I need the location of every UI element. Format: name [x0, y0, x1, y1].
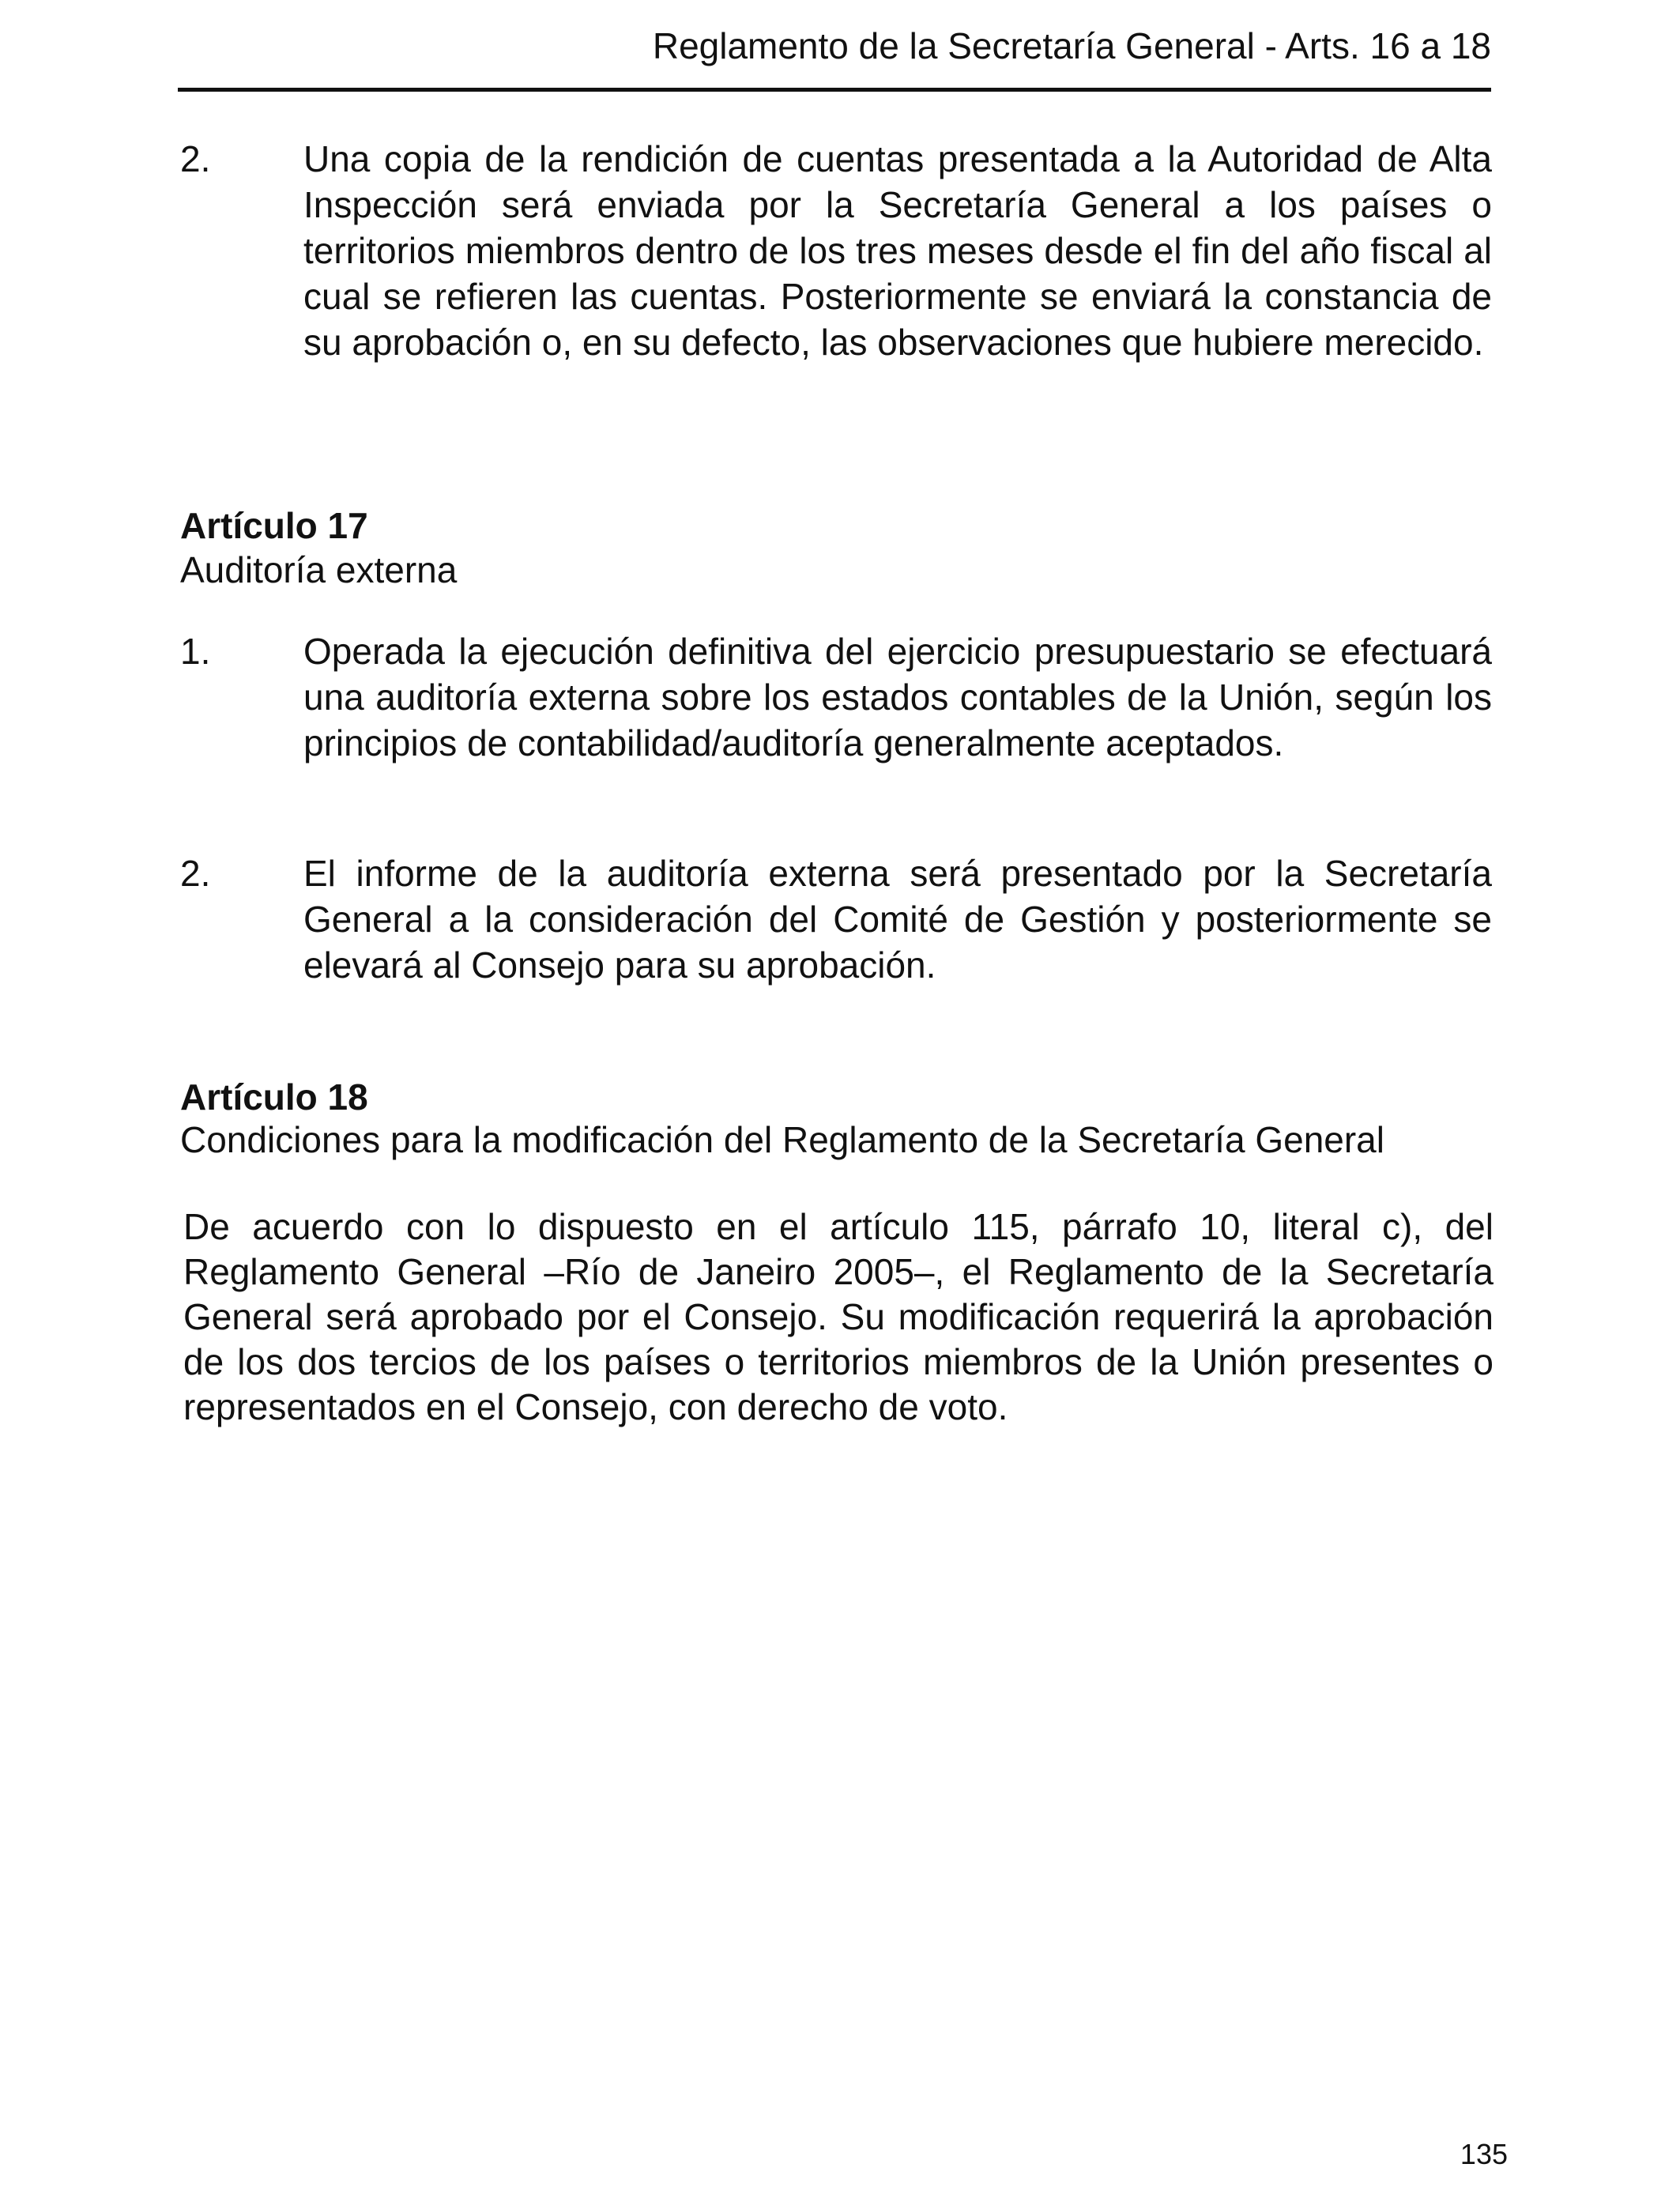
paragraph-text: El informe de la auditoría externa será presentado por la Secretaría General a la consideración del Comité de Gestión y posteriormente se elevará al Consejo para su aprobación.	[303, 853, 1492, 986]
article-18-subtitle: Condiciones para la modificación del Reglamento de la Secretaría General	[180, 1119, 1384, 1160]
paragraph-number: 2.	[180, 138, 211, 179]
running-header: Reglamento de la Secretaría General - Arts. 16 a 18	[652, 25, 1491, 66]
paragraph-number: 2.	[180, 853, 211, 894]
article-18-body: De acuerdo con lo dispuesto en el artículo 115, párrafo 10, literal c), del Reglamento General –Río de Janeiro 2005–, el Reglamento de la Secretaría General será aprobado por el Consejo. Su modificación requerirá la aprobación de los dos tercios de los países o territorios miembros de la Unión presentes o representados en el Consejo, con derecho de voto.	[183, 1206, 1494, 1427]
header-rule	[178, 88, 1491, 92]
art17-paragraph-1	[180, 628, 1492, 766]
art17-paragraph-2	[180, 850, 1492, 988]
paragraph-text: Una copia de la rendición de cuentas presentada a la Autoridad de Alta Inspección será enviada por la Secretaría General a los países o territorios miembros dentro de los tres meses desde el fin del año fiscal al cual se refieren las cuentas. Posteriormente se enviará la constancia de su aprobación o, en su defecto, las observaciones que hubiere merecido.	[303, 138, 1492, 363]
art16-paragraph-2	[180, 136, 1492, 365]
article-17-title: Artículo 17	[180, 505, 368, 546]
paragraph-text: Operada la ejecución definitiva del ejercicio presupuestario se efectuará una auditoría externa sobre los estados contables de la Unión, según los principios de contabilidad/auditoría generalmente aceptados.	[303, 631, 1492, 763]
article-18-title: Artículo 18	[180, 1076, 368, 1118]
paragraph-number: 1.	[180, 631, 211, 672]
page-number: 135	[1460, 2138, 1508, 2170]
article-17-subtitle: Auditoría externa	[180, 549, 458, 590]
